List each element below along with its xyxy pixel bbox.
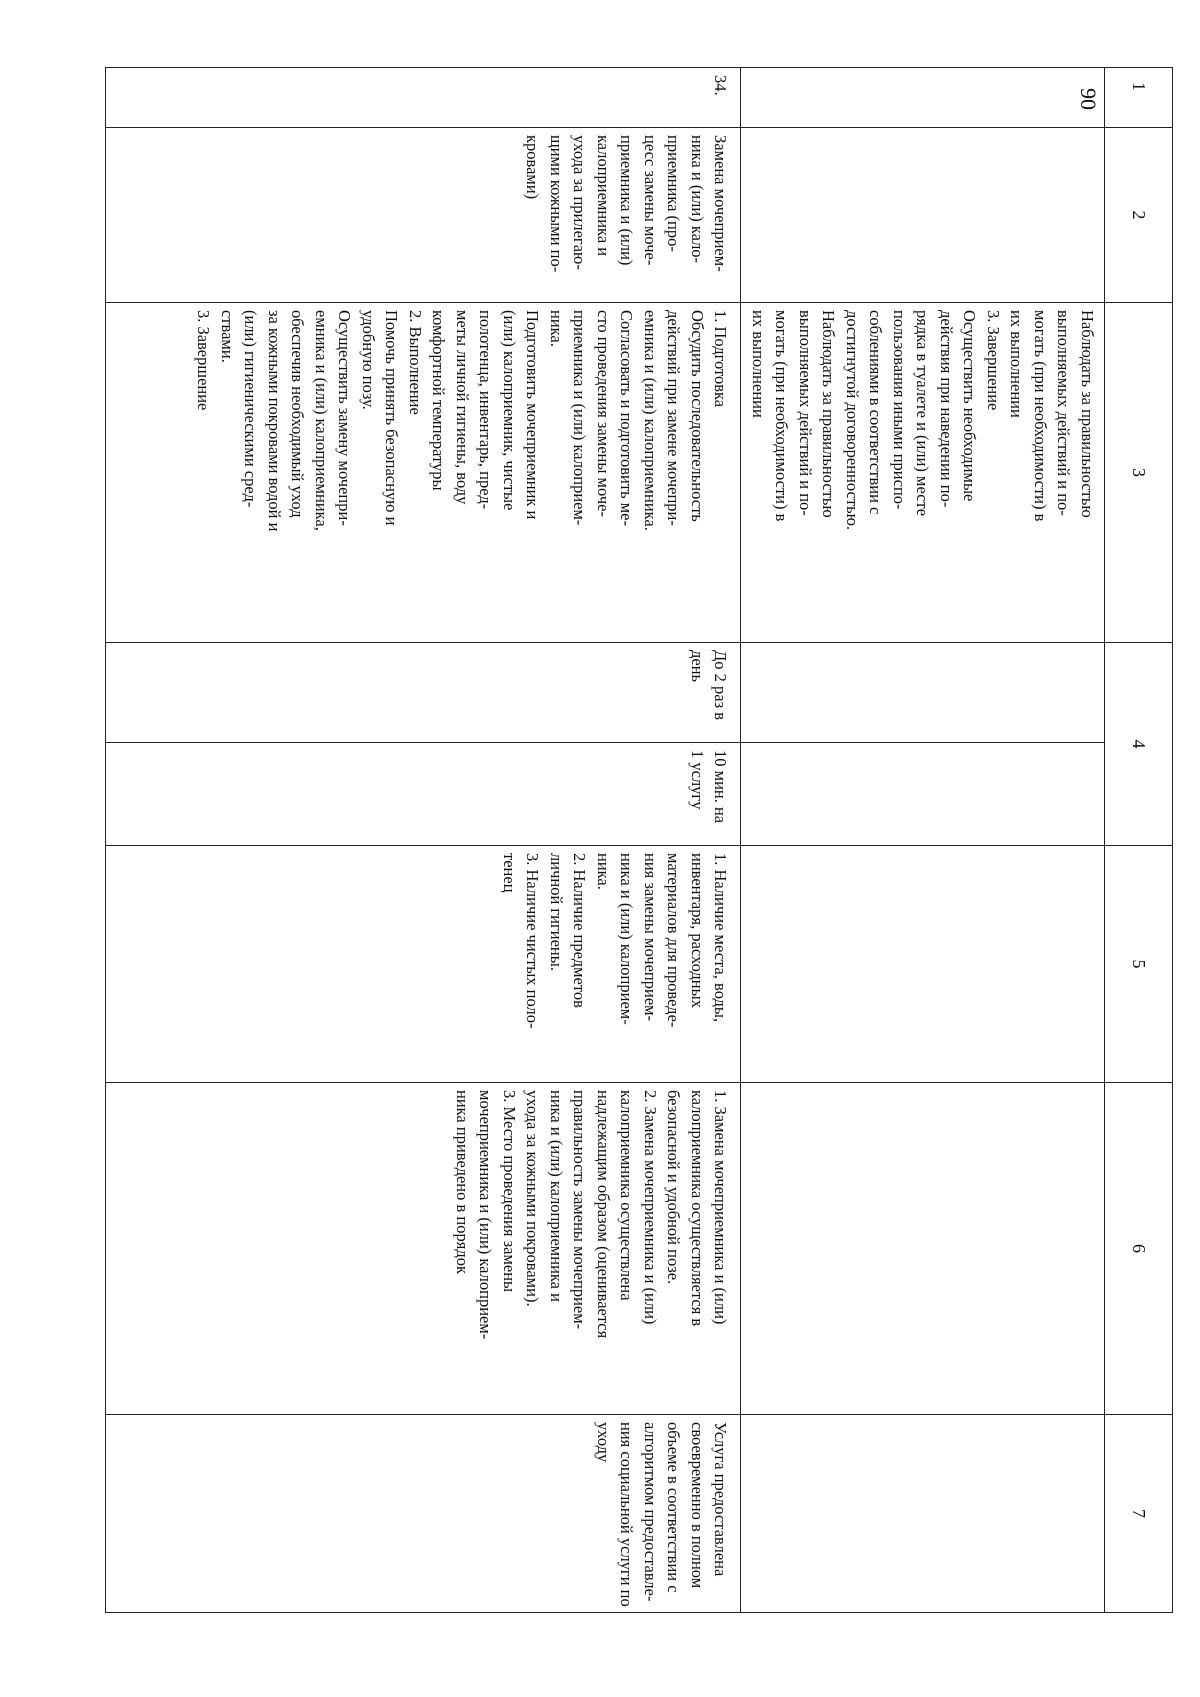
cell-text-line: Обсудить последовательность — [688, 310, 707, 522]
cell-text-line: достигнутой договоренностью. — [843, 310, 862, 531]
cell-text-line: Подготовить мочеприемник и — [523, 310, 543, 520]
cell-text-line: могать (при необходимости) в — [772, 310, 792, 522]
page-number: 90 — [1076, 88, 1101, 110]
cell-text-line: Наблюдать за правильностью — [1078, 310, 1097, 518]
cell-text-line: Услуга предоставлена — [711, 1422, 731, 1577]
cell-text-line: Замена мочеприем- — [711, 135, 731, 272]
cell-text-line: Наблюдать за правильностью — [819, 310, 839, 518]
cell-text-line: приемника и (или) — [617, 135, 637, 266]
cell-result-assessment — [106, 1415, 742, 1613]
cell-text-line: пользования иными приспо- — [890, 310, 909, 510]
cell-conditions — [741, 846, 1105, 1083]
cell-text-line: 3. Место проведения замены — [500, 1090, 519, 1293]
cell-quality-indicators — [106, 1083, 742, 1415]
cell-text-line: Помочь принять безопасную и — [382, 310, 402, 526]
cell-text-line: 3. Наличие чистых поло- — [523, 853, 543, 1029]
service-standard-table — [105, 67, 1173, 1613]
cell-service-name — [106, 128, 742, 303]
cell-text-line: 2. Наличие предметов — [570, 853, 590, 1008]
cell-text-line: надлежащим образом (оценивается — [594, 1090, 613, 1339]
cell-text-line: обеспечив необходимый уход — [288, 310, 308, 518]
cell-text-line: 2. Замена мочеприемника и (или) — [641, 1090, 660, 1325]
cell-frequency — [106, 643, 742, 743]
cell-text-line: 3. Завершение — [194, 310, 214, 411]
cell-text-line: алгоритмом предоставле- — [641, 1422, 660, 1602]
cell-text-line: правильность замены мочеприем- — [570, 1090, 590, 1330]
cell-text-line: цесс замены моче- — [641, 135, 660, 266]
column-number-7: 7 — [1105, 1415, 1173, 1613]
cell-text-line: рядка в туалете и (или) месте — [913, 310, 933, 517]
cell-text-line: выполняемых действий и по- — [1054, 310, 1074, 516]
cell-text-line: (или) калоприемник, чистые — [500, 310, 519, 511]
cell-text-line: приемника (про- — [664, 135, 684, 252]
cell-text-line: ухода за прилегаю- — [570, 135, 590, 270]
cell-text-line: выполняемых действий и по- — [796, 310, 815, 516]
column-number-row — [1105, 68, 1173, 1613]
cell-text-line: действия при наведении по- — [937, 310, 956, 508]
cell-conditions — [106, 846, 742, 1083]
cell-quality-indicators — [741, 1083, 1105, 1415]
cell-number — [741, 68, 1105, 128]
cell-text-line: До 2 раз в — [711, 650, 731, 721]
rotated-table-frame — [105, 67, 1173, 1612]
cell-text-line: ника и (или) кало- — [688, 135, 707, 264]
cell-text-line: калоприемника и — [594, 135, 613, 257]
table-row-continuation — [741, 68, 1105, 1613]
cell-text-line: щими кожными по- — [547, 135, 566, 273]
cell-text-line: могать (при необходимости) в — [1031, 310, 1050, 522]
cell-text-line: удобную позу. — [359, 310, 378, 410]
cell-service-description — [106, 303, 742, 643]
cell-text-line: 1. Подготовка — [711, 310, 731, 408]
cell-duration — [741, 743, 1105, 846]
column-number-3: 3 — [1105, 303, 1173, 643]
cell-text-line: 2. Выполнение — [406, 310, 425, 415]
cell-text-line: Осуществить необходимые — [960, 310, 980, 502]
cell-text-line: меты личной гигиены, воду — [453, 310, 472, 505]
cell-text-line: ника и (или) калоприем- — [617, 853, 637, 1025]
cell-text-line: мочеприемника и (или) калоприем- — [476, 1090, 496, 1340]
cell-text-line: 1. Наличие места, воды, — [711, 853, 731, 1023]
column-number-2: 2 — [1105, 128, 1173, 303]
cell-text-line: их выполнении — [1007, 310, 1027, 418]
table-row-34 — [106, 68, 742, 1613]
cell-text-line: объеме в соответствии с — [664, 1422, 684, 1593]
cell-result-assessment — [741, 1415, 1105, 1613]
cell-text-line: инвентаря, расходных — [688, 853, 707, 1008]
cell-text-line: сто проведения замены моче- — [594, 310, 613, 517]
cell-text-line: уходу — [594, 1422, 613, 1463]
cell-text-line: ника приведено в порядок — [453, 1090, 472, 1275]
cell-text-line: полотенца, инвентарь, пред- — [476, 310, 496, 510]
cell-text-line: день — [688, 650, 707, 683]
cell-text-line: ника. — [547, 310, 566, 347]
cell-text-line: емника и (или) калоприемника, — [312, 310, 331, 531]
cell-service-description — [741, 303, 1105, 643]
cell-service-name — [741, 128, 1105, 303]
cell-text-line: своевременно в полном — [688, 1422, 707, 1589]
cell-duration — [106, 743, 742, 846]
cell-text-line: Осуществить замену мочепри- — [335, 310, 355, 526]
column-number-6: 6 — [1105, 1083, 1173, 1415]
cell-text-line: действий при замене мочепри- — [664, 310, 684, 526]
cell-text-line: ухода за кожными покровами). — [523, 1090, 543, 1307]
cell-text-line: (или) гигиеническими сред- — [241, 310, 261, 508]
cell-frequency — [741, 643, 1105, 743]
cell-text-line: кровами) — [523, 135, 543, 200]
cell-text-line: 1. Замена мочеприемника и (или) — [711, 1090, 731, 1325]
cell-text-line: личной гигиены. — [547, 853, 566, 971]
cell-text-line: ствами. — [218, 310, 237, 363]
cell-text-line: ния социальной услуги по — [617, 1422, 637, 1607]
cell-text-line: емника и (или) калоприемника. — [641, 310, 660, 531]
cell-text-line: 10 мин. на — [711, 750, 731, 824]
cell-text-line: безопасной и удобной позе. — [664, 1090, 684, 1285]
cell-text-line: калоприемника осуществляется в — [688, 1090, 707, 1327]
cell-number: 34. — [106, 68, 742, 128]
cell-text-line: их выполнении — [749, 310, 768, 418]
cell-text-line: Согласовать и подготовить ме- — [617, 310, 637, 526]
cell-text-line: материалов для проведе- — [664, 853, 684, 1028]
cell-text-line: комфортной температуры — [429, 310, 449, 491]
cell-text-line: тенец — [500, 853, 519, 893]
column-number-4: 4 — [1105, 643, 1173, 846]
column-number-1: 1 — [1105, 68, 1173, 128]
cell-text-line: ника и (или) калоприемника и — [547, 1090, 566, 1302]
cell-text-line: калоприемника осуществлена — [617, 1090, 637, 1301]
cell-text-line: ника. — [594, 853, 613, 890]
cell-text-line: 3. Завершение — [984, 310, 1003, 411]
cell-text-line: соблениями в соответствии с — [866, 310, 886, 515]
column-number-5: 5 — [1105, 846, 1173, 1083]
cell-text-line: за кожными покровами водой и — [265, 310, 284, 532]
cell-text-line: 1 услугу — [688, 750, 707, 810]
cell-text-line: приемника и (или) калоприем- — [570, 310, 590, 526]
cell-text-line: ния замены мочеприем- — [641, 853, 660, 1022]
